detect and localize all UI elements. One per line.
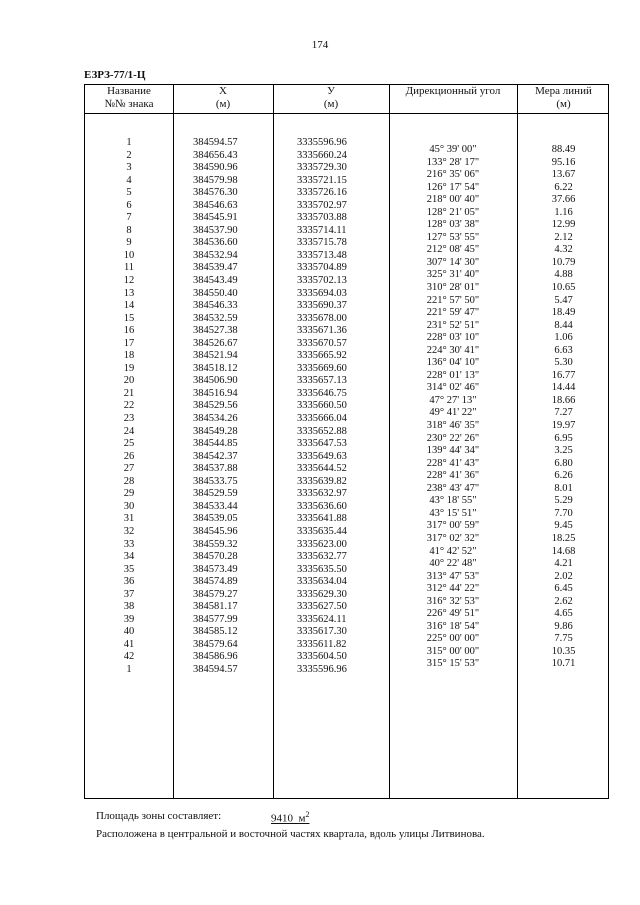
direction-angle-cell: 218° 00' 40"	[426, 194, 480, 206]
point-number-cell: 8	[126, 224, 132, 236]
point-number-cell: 38	[123, 601, 135, 613]
direction-angle-cell: 221° 59' 47"	[426, 307, 480, 319]
line-length-cell: 6.22	[554, 181, 573, 193]
point-number-cell: 29	[123, 488, 135, 500]
y-coordinate-cell: 3335604.50	[297, 651, 347, 663]
direction-angle-cell: 228° 03' 10"	[426, 332, 480, 344]
point-number-cell: 1	[126, 137, 132, 148]
direction-angle-cell: 40° 22' 48"	[429, 558, 477, 570]
line-length-cell: 10.65	[551, 282, 576, 294]
x-coordinate-cell: 384546.63	[193, 199, 238, 211]
x-coordinate-cell: 384570.28	[193, 551, 238, 563]
y-coordinate-cell: 3335669.60	[297, 362, 347, 374]
y-coordinate-cell: 3335639.82	[297, 475, 347, 487]
y-coordinate-cell: 3335632.77	[297, 551, 347, 563]
area-value-group	[271, 810, 309, 825]
line-length-cell: 9.86	[554, 620, 573, 632]
line-length-cell: 10.35	[551, 645, 576, 657]
line-length-cell: 14.68	[551, 545, 576, 557]
header-divider	[85, 113, 608, 114]
x-coordinate-cell: 384550.40	[193, 287, 238, 299]
line-length-cell: 16.77	[551, 369, 576, 381]
x-coordinate-cell: 384526.67	[193, 337, 238, 349]
point-number-cell: 33	[123, 538, 135, 550]
header-x	[173, 85, 273, 113]
y-coordinate-cell: 3335636.60	[297, 500, 347, 512]
x-coordinate-cell: 384527.38	[193, 325, 238, 337]
y-coordinate-cell: 3335715.78	[297, 237, 347, 249]
line-length-cell: 18.25	[551, 532, 576, 544]
direction-angle-cell: 317° 02' 32"	[426, 532, 480, 544]
header-length-line1: Мера линий	[535, 85, 592, 97]
x-coordinate-cell: 384539.05	[193, 513, 238, 525]
y-coordinate-cell: 3335635.50	[297, 563, 347, 575]
line-length-cell: 2.62	[554, 595, 573, 607]
line-length-cell: 14.44	[551, 382, 576, 394]
direction-angle-cell: 316° 32' 53"	[426, 595, 480, 607]
line-length-cell: 4.65	[554, 608, 573, 620]
x-coordinate-cell: 384521.94	[193, 350, 238, 362]
direction-angle-cell: 317° 00' 59"	[426, 520, 480, 532]
x-coordinate-cell: 384577.99	[193, 613, 238, 625]
column-divider	[273, 85, 274, 798]
direction-angle-cell: 313° 47' 53"	[426, 570, 480, 582]
point-number-cell: 2	[126, 149, 132, 161]
x-coordinate-cell: 384529.56	[193, 400, 238, 412]
direction-angle-cell: 228° 41' 43"	[426, 457, 480, 469]
line-length-cell: 3.25	[554, 445, 573, 457]
point-number-cell: 20	[123, 375, 135, 387]
y-coordinate-cell: 3335596.96	[297, 663, 347, 675]
line-length-cell: 13.67	[551, 169, 576, 181]
point-number-cell: 16	[123, 325, 135, 337]
x-coordinate-cell: 384516.94	[193, 387, 238, 399]
line-length-cell: 2.12	[554, 231, 573, 243]
y-coordinate-cell: 3335714.11	[297, 224, 347, 236]
y-coordinate-cell: 3335634.04	[297, 576, 347, 588]
direction-angle-cell: 133° 28' 17"	[426, 156, 480, 168]
y-coordinate-cell: 3335629.30	[297, 588, 347, 600]
x-coordinate-cell: 384543.49	[193, 275, 238, 287]
x-coordinate-cell: 384586.96	[193, 651, 238, 663]
x-coordinate-cell: 384549.28	[193, 425, 238, 437]
direction-angle-cell: 228° 01' 13"	[426, 369, 480, 381]
direction-angle-cell: 45° 39' 00"	[429, 144, 477, 155]
x-coordinate-cell: 384576.30	[193, 187, 238, 199]
point-number-cell: 9	[126, 237, 132, 249]
x-coordinate-cell: 384539.47	[193, 262, 238, 274]
x-coordinate-cell: 384529.59	[193, 488, 238, 500]
point-number-cell: 12	[123, 275, 135, 287]
y-coordinate-cell: 3335632.97	[297, 488, 347, 500]
x-coordinate-cell: 384594.57	[193, 137, 238, 148]
line-length-cell: 6.80	[554, 457, 573, 469]
point-number-cell: 10	[123, 249, 135, 261]
direction-angle-column	[389, 144, 517, 671]
direction-angle-cell: 228° 41' 36"	[426, 470, 480, 482]
y-coordinate-cell: 3335702.13	[297, 275, 347, 287]
x-coordinate-cell: 384533.44	[193, 500, 238, 512]
x-coordinate-cell: 384574.89	[193, 576, 238, 588]
x-coordinate-cell: 384579.27	[193, 588, 238, 600]
direction-angle-cell: 315° 00' 00"	[426, 645, 480, 657]
point-number-cell: 7	[126, 212, 132, 224]
point-number-cell: 4	[126, 174, 132, 186]
area-exponent: 2	[305, 810, 310, 819]
line-length-column	[517, 144, 610, 671]
point-number-cell: 22	[123, 400, 135, 412]
line-length-cell: 8.01	[554, 482, 573, 494]
line-length-cell: 88.49	[551, 144, 576, 155]
point-number-cell: 25	[123, 438, 135, 450]
x-coordinate-cell: 384532.94	[193, 249, 238, 261]
direction-angle-cell: 49° 41' 22"	[429, 407, 477, 419]
area-line	[96, 810, 310, 825]
y-coordinate-cell: 3335649.63	[297, 450, 347, 462]
point-number-cell: 27	[123, 463, 135, 475]
line-length-cell: 8.44	[554, 319, 573, 331]
y-coordinate-cell: 3335623.00	[297, 538, 347, 550]
line-length-cell: 95.16	[551, 156, 576, 168]
x-coordinate-cell: 384506.90	[193, 375, 238, 387]
y-coordinate-cell: 3335611.82	[297, 638, 347, 650]
line-length-cell: 6.45	[554, 583, 573, 595]
point-number-cell: 24	[123, 425, 135, 437]
direction-angle-cell: 128° 03' 38"	[426, 219, 480, 231]
point-number-cell: 19	[123, 362, 135, 374]
line-length-cell: 6.26	[554, 470, 573, 482]
x-coordinate-cell: 384573.49	[193, 563, 238, 575]
direction-angle-cell: 312° 44' 22"	[426, 583, 480, 595]
x-coordinate-cell: 384534.26	[193, 413, 238, 425]
line-length-cell: 4.21	[554, 558, 573, 570]
direction-angle-cell: 224° 30' 41"	[426, 344, 480, 356]
point-number-cell: 41	[123, 638, 135, 650]
y-coordinate-cell: 3335665.92	[297, 350, 347, 362]
column-divider	[173, 85, 174, 798]
header-angle	[389, 85, 517, 113]
x-coordinate-cell: 384585.12	[193, 626, 238, 638]
y-coordinate-cell: 3335721.15	[297, 174, 347, 186]
y-coordinate-cell: 3335690.37	[297, 300, 347, 312]
point-number-cell: 15	[123, 312, 135, 324]
direction-angle-cell: 136° 04' 10"	[426, 357, 480, 369]
x-coordinate-column	[193, 137, 273, 677]
line-length-cell: 19.97	[551, 420, 576, 432]
y-coordinate-cell: 3335713.48	[297, 249, 347, 261]
x-coordinate-cell: 384518.12	[193, 362, 238, 374]
header-name	[85, 85, 173, 113]
point-number-cell: 5	[126, 187, 132, 199]
x-coordinate-cell: 384656.43	[193, 149, 238, 161]
direction-angle-cell: 310° 28' 01"	[426, 282, 480, 294]
direction-angle-cell: 221° 57' 50"	[426, 294, 480, 306]
x-coordinate-cell: 384542.37	[193, 450, 238, 462]
y-coordinate-cell: 3335729.30	[297, 162, 347, 174]
point-number-cell: 35	[123, 563, 135, 575]
location-description: Расположена в центральной и восточной частях квартала, вдоль улицы Литвинова.	[96, 828, 485, 840]
point-number-cell: 31	[123, 513, 135, 525]
area-value: 9410	[271, 812, 293, 825]
point-number-cell: 26	[123, 450, 135, 462]
y-coordinate-cell: 3335703.88	[297, 212, 347, 224]
x-coordinate-cell: 384546.33	[193, 300, 238, 312]
line-length-cell: 1.06	[554, 332, 573, 344]
x-coordinate-cell: 384533.75	[193, 475, 238, 487]
direction-angle-cell: 307° 14' 30"	[426, 256, 480, 268]
direction-angle-cell: 43° 15' 51"	[429, 507, 477, 519]
coordinates-table	[84, 84, 609, 799]
y-coordinate-cell: 3335596.96	[297, 137, 347, 148]
page-number: 174	[311, 39, 329, 51]
y-coordinate-cell: 3335660.50	[297, 400, 347, 412]
y-coordinate-cell: 3335641.88	[297, 513, 347, 525]
header-name-line2: №№ знака	[104, 98, 154, 110]
x-coordinate-cell: 384581.17	[193, 601, 238, 613]
y-coordinate-cell: 3335671.36	[297, 325, 347, 337]
header-y-line1: У	[327, 85, 335, 97]
x-coordinate-cell: 384590.96	[193, 162, 238, 174]
line-length-cell: 7.75	[554, 633, 573, 645]
y-coordinate-cell: 3335644.52	[297, 463, 347, 475]
zone-code: ЕЗРЗ-77/1-Ц	[84, 69, 146, 81]
point-number-cell: 3	[126, 162, 132, 174]
point-number-cell: 23	[123, 413, 135, 425]
header-length	[517, 85, 610, 113]
y-coordinate-cell: 3335726.16	[297, 187, 347, 199]
y-coordinate-cell: 3335660.24	[297, 149, 347, 161]
direction-angle-cell: 316° 18' 54"	[426, 620, 480, 632]
direction-angle-cell: 231° 52' 51"	[426, 319, 480, 331]
point-number-column	[85, 137, 173, 677]
line-length-cell: 7.27	[554, 407, 573, 419]
direction-angle-cell: 41° 42' 52"	[429, 545, 477, 557]
header-length-line2: (м)	[556, 98, 571, 110]
y-coordinate-cell: 3335704.89	[297, 262, 347, 274]
point-number-cell: 28	[123, 475, 135, 487]
x-coordinate-cell: 384594.57	[193, 663, 238, 675]
direction-angle-cell: 238° 43' 47"	[426, 482, 480, 494]
x-coordinate-cell: 384545.96	[193, 525, 238, 537]
direction-angle-cell: 314° 02' 46"	[426, 382, 480, 394]
direction-angle-cell: 225° 00' 00"	[426, 633, 480, 645]
x-coordinate-cell: 384536.60	[193, 237, 238, 249]
line-length-cell: 7.70	[554, 507, 573, 519]
y-coordinate-cell: 3335694.03	[297, 287, 347, 299]
direction-angle-cell: 127° 53' 55"	[426, 231, 480, 243]
line-length-cell: 12.99	[551, 219, 576, 231]
y-coordinate-cell: 3335657.13	[297, 375, 347, 387]
point-number-cell: 32	[123, 525, 135, 537]
point-number-cell: 37	[123, 588, 135, 600]
y-coordinate-cell: 3335627.50	[297, 601, 347, 613]
direction-angle-cell: 315° 15' 53"	[426, 658, 480, 670]
point-number-cell: 40	[123, 626, 135, 638]
direction-angle-cell: 212° 08' 45"	[426, 244, 480, 256]
area-unit: м	[298, 812, 306, 825]
line-length-cell: 5.29	[554, 495, 573, 507]
area-label: Площадь зоны составляет:	[96, 810, 222, 822]
header-y-line2: (м)	[323, 98, 339, 110]
direction-angle-cell: 47° 27' 13"	[429, 394, 477, 406]
direction-angle-cell: 128° 21' 05"	[426, 206, 480, 218]
direction-angle-cell: 43° 18' 55"	[429, 495, 477, 507]
point-number-cell: 18	[123, 350, 135, 362]
point-number-cell: 6	[126, 199, 132, 211]
y-coordinate-cell: 3335666.04	[297, 413, 347, 425]
x-coordinate-cell: 384537.88	[193, 463, 238, 475]
point-number-cell: 39	[123, 613, 135, 625]
line-length-cell: 4.32	[554, 244, 573, 256]
direction-angle-cell: 318° 46' 35"	[426, 420, 480, 432]
y-coordinate-cell: 3335646.75	[297, 387, 347, 399]
y-coordinate-cell: 3335670.57	[297, 337, 347, 349]
x-coordinate-cell: 384545.91	[193, 212, 238, 224]
line-length-cell: 18.66	[551, 394, 576, 406]
y-coordinate-cell: 3335617.30	[297, 626, 347, 638]
line-length-cell: 6.63	[554, 344, 573, 356]
point-number-cell: 42	[123, 651, 135, 663]
line-length-cell: 10.79	[551, 256, 576, 268]
header-name-line1: Название	[107, 85, 151, 97]
x-coordinate-cell: 384579.64	[193, 638, 238, 650]
direction-angle-cell: 139° 44' 34"	[426, 445, 480, 457]
x-coordinate-cell: 384579.98	[193, 174, 238, 186]
line-length-cell: 6.95	[554, 432, 573, 444]
direction-angle-cell: 230° 22' 26"	[426, 432, 480, 444]
y-coordinate-cell: 3335624.11	[297, 613, 347, 625]
line-length-cell: 18.49	[551, 307, 576, 319]
line-length-cell: 1.16	[554, 206, 573, 218]
line-length-cell: 9.45	[554, 520, 573, 532]
line-length-cell: 2.02	[554, 570, 573, 582]
line-length-cell: 5.30	[554, 357, 573, 369]
point-number-cell: 14	[123, 300, 135, 312]
direction-angle-cell: 216° 35' 06"	[426, 169, 480, 181]
x-coordinate-cell: 384544.85	[193, 438, 238, 450]
x-coordinate-cell: 384537.90	[193, 224, 238, 236]
header-x-line2: (м)	[215, 98, 231, 110]
y-coordinate-cell: 3335652.88	[297, 425, 347, 437]
x-coordinate-cell: 384559.32	[193, 538, 238, 550]
point-number-cell: 17	[123, 337, 135, 349]
direction-angle-cell: 325° 31' 40"	[426, 269, 480, 281]
x-coordinate-cell: 384532.59	[193, 312, 238, 324]
point-number-cell: 1	[126, 663, 132, 675]
point-number-cell: 11	[123, 262, 135, 274]
y-coordinate-cell: 3335702.97	[297, 199, 347, 211]
y-coordinate-cell: 3335647.53	[297, 438, 347, 450]
line-length-cell: 4.88	[554, 269, 573, 281]
direction-angle-cell: 226° 49' 51"	[426, 608, 480, 620]
point-number-cell: 13	[123, 287, 135, 299]
header-angle-label: Дирекционный угол	[405, 85, 501, 97]
y-coordinate-cell: 3335678.00	[297, 312, 347, 324]
line-length-cell: 37.66	[551, 194, 576, 206]
direction-angle-cell: 126° 17' 54"	[426, 181, 480, 193]
point-number-cell: 21	[123, 387, 135, 399]
point-number-cell: 30	[123, 500, 135, 512]
point-number-cell: 34	[123, 551, 135, 563]
header-y	[273, 85, 389, 113]
line-length-cell: 10.71	[551, 658, 576, 670]
header-x-line1: X	[219, 85, 227, 97]
y-coordinate-column	[297, 137, 387, 677]
y-coordinate-cell: 3335635.44	[297, 525, 347, 537]
line-length-cell: 5.47	[554, 294, 573, 306]
point-number-cell: 36	[123, 576, 135, 588]
